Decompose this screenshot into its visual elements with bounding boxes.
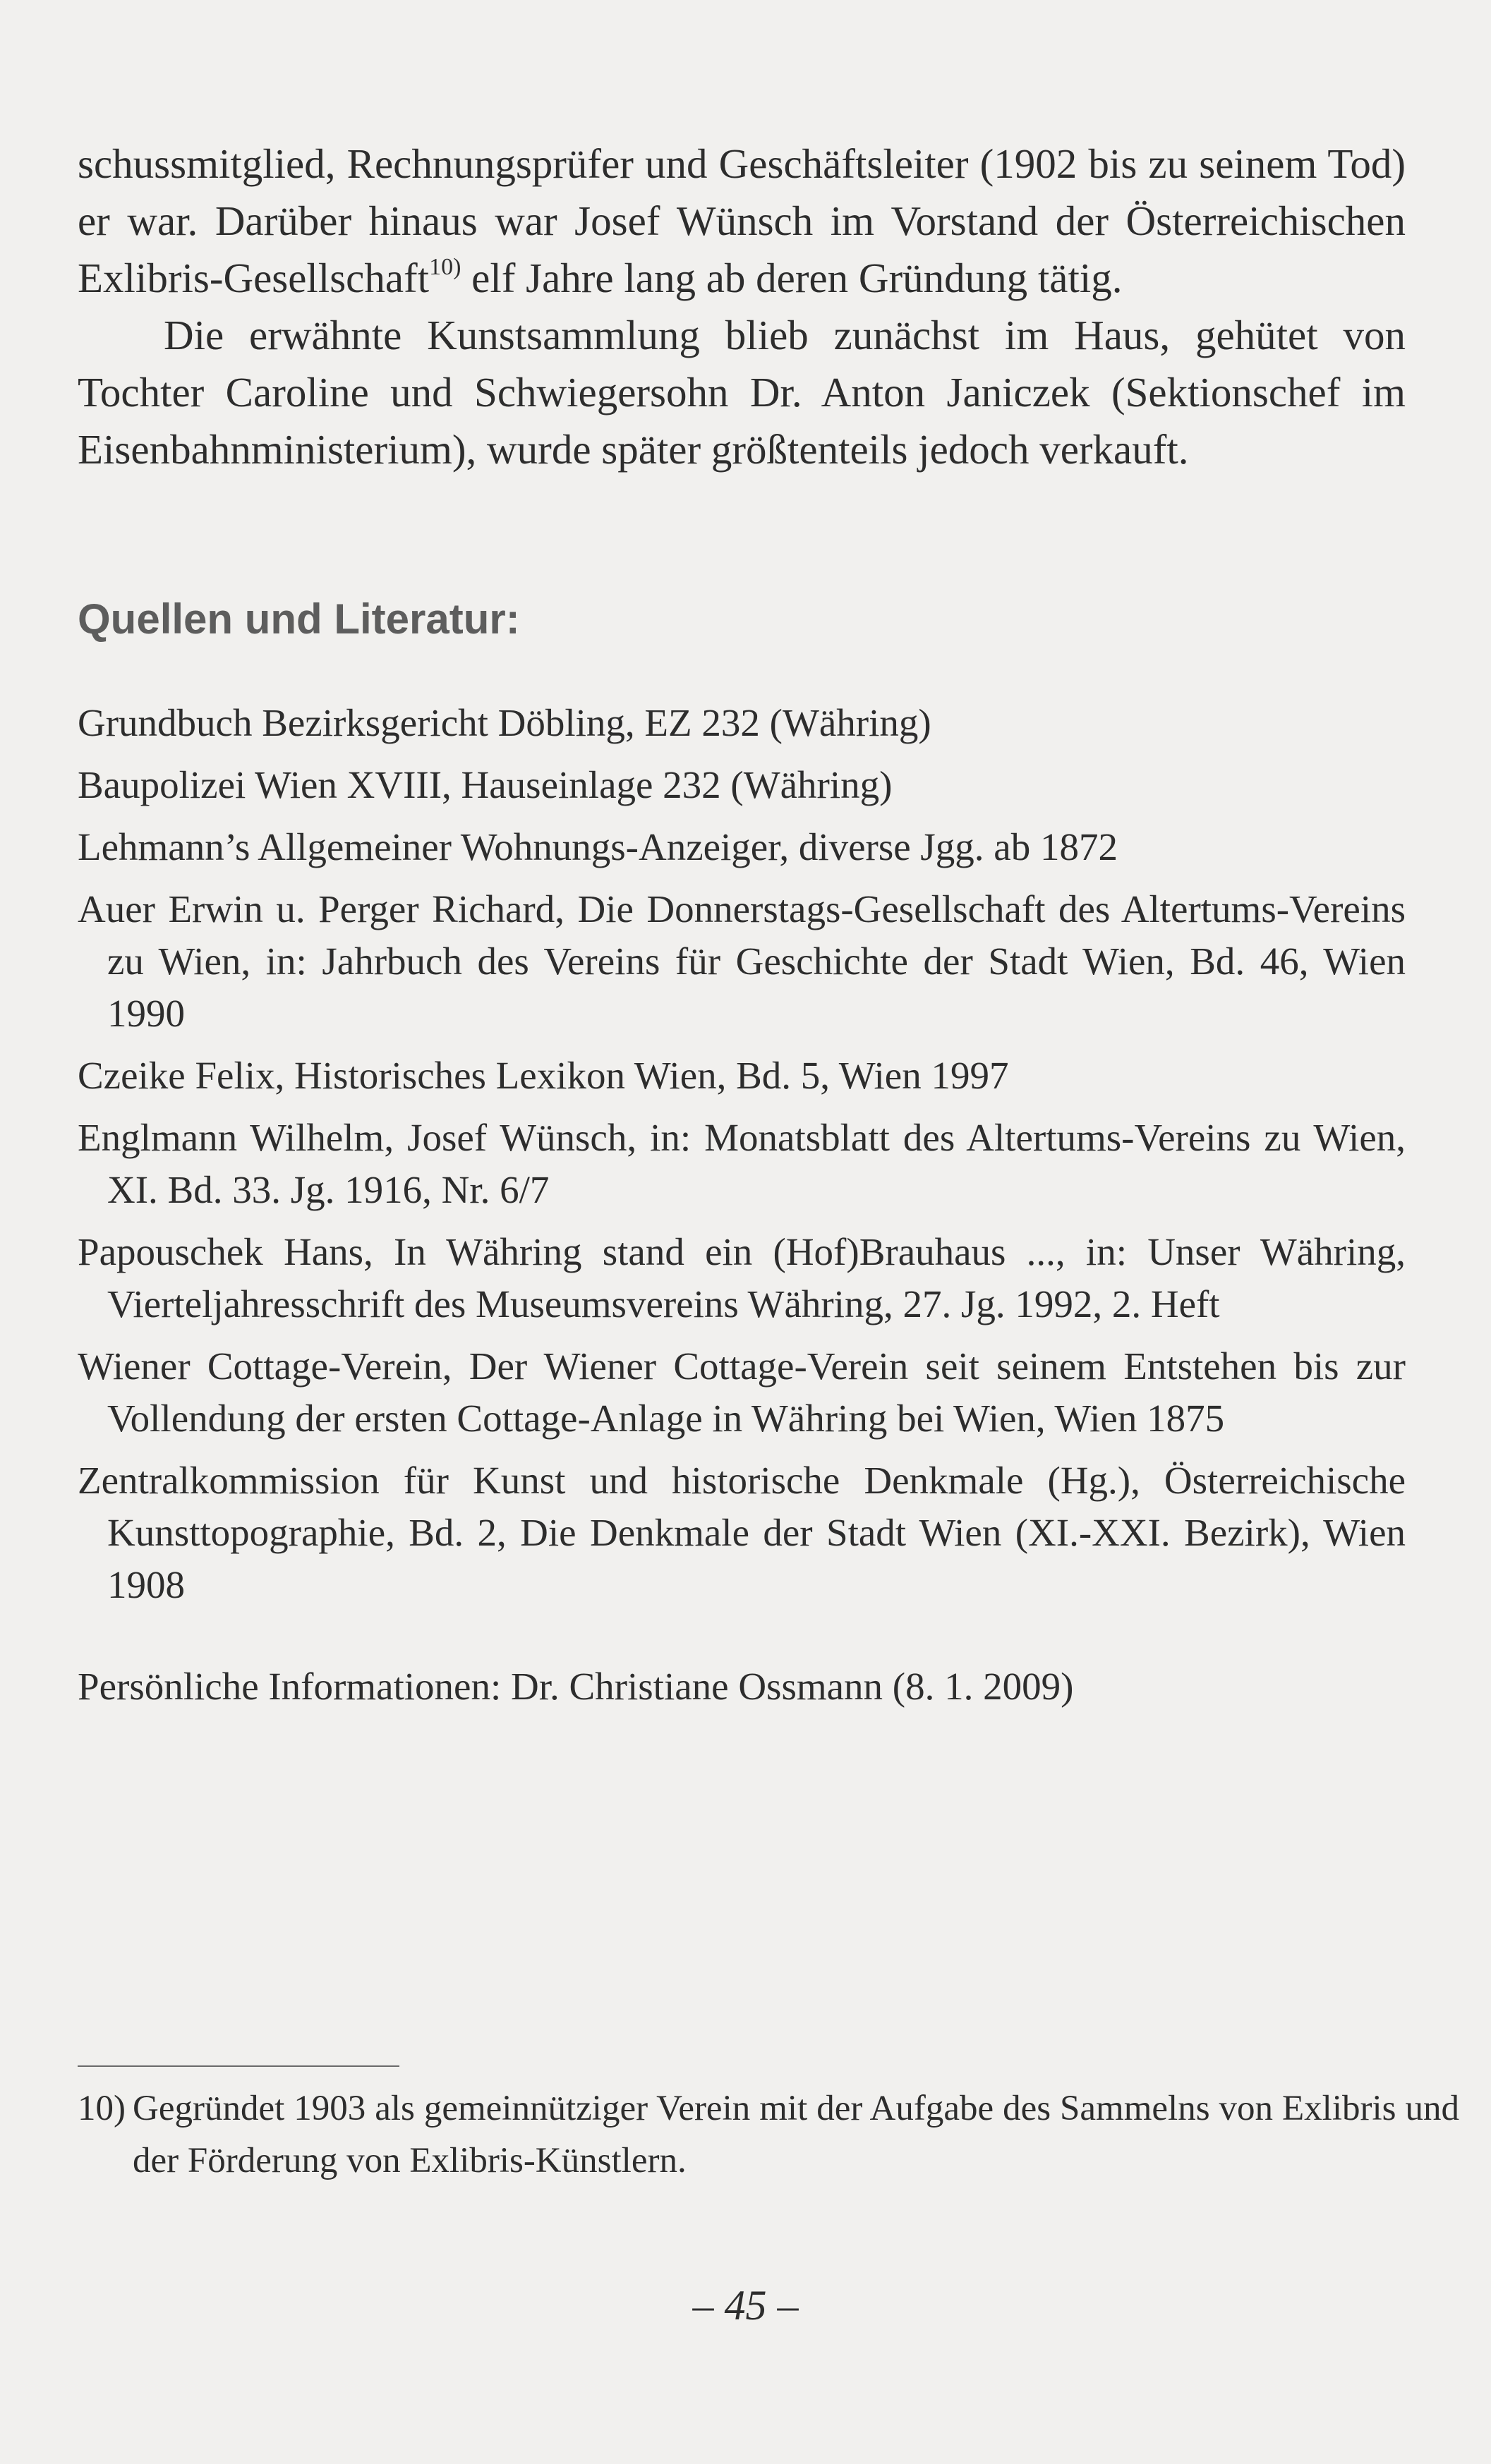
reference-item: Czeike Felix, Historisches Lexikon Wien, Bd. 5, Wien 1997	[78, 1054, 1009, 1097]
reference-item: Grundbuch Bezirksgericht Döbling, EZ 232 (Währing)	[78, 701, 931, 744]
sources-heading: Quellen und Literatur:	[78, 595, 520, 643]
reference-item: Englmann Wilhelm, Josef Wünsch, in: Monatsblatt des Altertums-Vereins zu Wien, XI. Bd. 33. Jg. 1916, Nr. 6/7	[78, 1116, 1406, 1211]
body-text	[78, 135, 1406, 478]
reference-item: Papouschek Hans, In Währing stand ein (Hof)Brauhaus ..., in: Unser Währing, Vierteljahresschrift des Museumsvereins Währing, 27. Jg. 1992, 2. Heft	[78, 1230, 1406, 1325]
footnote-reference-10: 10)	[429, 254, 461, 281]
paragraph-1	[78, 135, 1406, 307]
paragraph-1-text: schussmitglied, Rechnungsprüfer und Geschäftsleiter (1902 bis zu seinem Tod) er war. Darüber hinaus war Josef Wünsch im Vorstand der Österreichischen Exlibris-Gesellschaft	[78, 140, 1406, 301]
reference-item: Baupolizei Wien XVIII, Hauseinlage 232 (Währing)	[78, 763, 893, 806]
reference-item: Wiener Cottage-Verein, Der Wiener Cottage-Verein seit seinem Entstehen bis zur Vollendung der ersten Cottage-Anlage in Währing bei Wien, Wien 1875	[78, 1345, 1406, 1440]
personal-information: Persönliche Informationen: Dr. Christiane Ossmann (8. 1. 2009)	[78, 1665, 1074, 1708]
footnote-divider	[78, 2065, 399, 2067]
footnote-marker: 10)	[78, 2089, 126, 2128]
paragraph-1-text-end: elf Jahre lang ab deren Gründung tätig.	[461, 255, 1123, 301]
references-list	[78, 697, 1406, 1621]
paragraph-2: Die erwähnte Kunstsammlung blieb zunächst im Haus, gehütet von Tochter Caroline und Schwiegersohn Dr. Anton Janiczek (Sektionschef im Eisenbahnministerium), wurde später größtenteils jedoch verkauft.	[78, 312, 1406, 473]
footnote-10	[78, 2082, 1459, 2187]
footnote-text: Gegründet 1903 als gemeinnütziger Verein mit der Aufgabe des Sammelns von Exlibris und der Förderung von Exlibris-Künstlern.	[133, 2089, 1459, 2180]
page-number: – 45 –	[692, 2282, 799, 2329]
reference-item: Auer Erwin u. Perger Richard, Die Donnerstags-Gesellschaft des Altertums-Vereins zu Wien, in: Jahrbuch des Vereins für Geschichte der Stadt Wien, Bd. 46, Wien 1990	[78, 887, 1406, 1035]
reference-item: Zentralkommission für Kunst und historische Denkmale (Hg.), Österreichische Kunsttopographie, Bd. 2, Die Denkmale der Stadt Wien (XI.-XXI. Bezirk), Wien 1908	[78, 1459, 1406, 1606]
reference-item: Lehmann’s Allgemeiner Wohnungs-Anzeiger, diverse Jgg. ab 1872	[78, 825, 1118, 868]
